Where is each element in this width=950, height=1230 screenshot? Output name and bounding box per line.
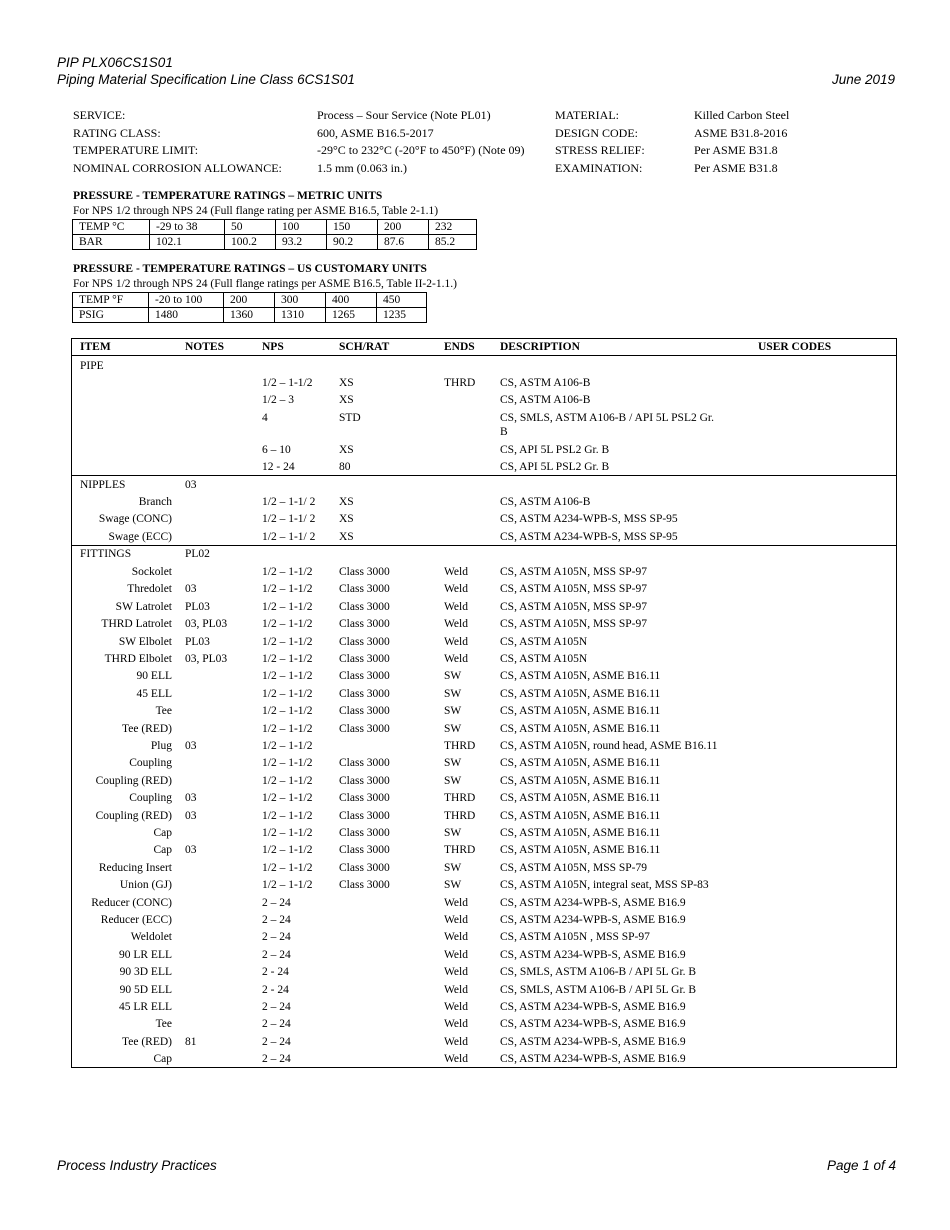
pipe-ends: THRD <box>444 377 476 389</box>
pipe-nps: 4 <box>262 412 268 424</box>
fitting-sch-rat: Class 3000 <box>339 861 390 874</box>
fitting-description: CS, ASTM A105N, MSS SP-79 <box>500 861 647 874</box>
table-cell: -29 to 38 <box>150 220 225 235</box>
fitting-nps: 1/2 – 1-1/2 <box>262 687 313 700</box>
fitting-item: 90 ELL <box>136 670 172 683</box>
fitting-item: Union (GJ) <box>119 879 172 892</box>
table-cell: 150 <box>327 220 378 235</box>
metric-ratings-title: PRESSURE - TEMPERATURE RATINGS – METRIC UNITS <box>73 190 383 202</box>
fitting-description: CS, ASTM A105N, integral seat, MSS SP-83 <box>500 879 709 892</box>
fitting-sch-rat: Class 3000 <box>339 757 390 770</box>
fitting-item: Cap <box>153 1053 172 1066</box>
fitting-notes: 03 <box>185 583 197 596</box>
info-label: NOMINAL CORROSION ALLOWANCE: <box>73 160 282 175</box>
section-label-fittings: FITTINGS <box>80 548 132 560</box>
document-date: June 2019 <box>831 72 895 87</box>
column-header-description: DESCRIPTION <box>500 341 580 353</box>
fitting-notes: 03, PL03 <box>185 653 228 665</box>
nipple-sch-rat: XS <box>339 530 354 543</box>
pipe-description: CS, API 5L PSL2 Gr. B <box>500 461 610 473</box>
fitting-item: Sockolet <box>131 566 172 578</box>
column-header-item: ITEM <box>80 341 111 353</box>
info-value: Killed Carbon Steel <box>694 108 790 122</box>
fitting-sch-rat: Class 3000 <box>339 687 390 700</box>
fitting-item: THRD Latrolet <box>101 618 172 631</box>
section-divider <box>72 475 896 476</box>
fitting-item: SW Latrolet <box>115 600 172 613</box>
fitting-nps: 1/2 – 1-1/2 <box>262 757 313 770</box>
fitting-ends: SW <box>444 705 462 718</box>
fitting-description: CS, ASTM A105N, ASME B16.11 <box>500 792 661 805</box>
table-cell: 87.6 <box>378 235 429 250</box>
fitting-notes: PL03 <box>185 600 210 613</box>
info-label: TEMPERATURE LIMIT: <box>73 143 199 157</box>
fitting-nps: 1/2 – 1-1/2 <box>262 774 313 787</box>
us-ratings-title: PRESSURE - TEMPERATURE RATINGS – US CUSTOMARY UNITS <box>73 263 427 275</box>
fitting-ends: Weld <box>444 635 468 648</box>
fitting-nps: 1/2 – 1-1/2 <box>262 809 313 822</box>
fitting-nps: 2 – 24 <box>262 896 291 909</box>
fitting-description: CS, ASTM A105N, ASME B16.11 <box>500 687 661 700</box>
fitting-description: CS, ASTM A234-WPB-S, ASME B16.9 <box>500 1018 686 1031</box>
table-row <box>73 220 477 235</box>
fitting-item: 45 LR ELL <box>118 1001 172 1013</box>
nipple-item: Swage (CONC) <box>98 513 172 526</box>
nipple-item: Swage (ECC) <box>108 530 172 543</box>
nipple-description: CS, ASTM A234-WPB-S, MSS SP-95 <box>500 513 678 526</box>
table-cell: -20 to 100 <box>149 293 224 308</box>
fitting-nps: 1/2 – 1-1/2 <box>262 583 313 596</box>
table-row <box>73 235 477 250</box>
fitting-item: Reducer (ECC) <box>100 914 172 926</box>
section-label-nipples: NIPPLES <box>80 479 126 491</box>
column-header-notes: NOTES <box>185 341 224 353</box>
info-value: Per ASME B31.8 <box>694 143 778 157</box>
fitting-ends: Weld <box>444 1001 468 1013</box>
pipe-nps: 12 - 24 <box>262 461 295 473</box>
pipe-nps: 1/2 – 3 <box>262 394 294 406</box>
fitting-nps: 2 – 24 <box>262 914 291 926</box>
table-cell: 300 <box>275 293 326 308</box>
fitting-description: CS, ASTM A105N, MSS SP-97 <box>500 600 647 613</box>
section-label-pipe: PIPE <box>80 360 104 372</box>
fitting-description: CS, SMLS, ASTM A106-B / API 5L Gr. B <box>500 983 697 996</box>
table-cell: 90.2 <box>327 235 378 250</box>
info-value: 1.5 mm (0.063 in.) <box>317 160 407 175</box>
info-left-labels <box>73 107 282 177</box>
fitting-description: CS, ASTM A105N, ASME B16.11 <box>500 809 661 822</box>
table-cell: 200 <box>378 220 429 235</box>
info-label: STRESS RELIEF: <box>555 143 645 157</box>
fitting-sch-rat: Class 3000 <box>339 635 390 648</box>
document-id: PIP PLX06CS1S01 <box>57 55 173 70</box>
column-header-nps: NPS <box>262 341 284 353</box>
fitting-nps: 1/2 – 1-1/2 <box>262 566 313 578</box>
fitting-ends: Weld <box>444 914 468 926</box>
fitting-ends: SW <box>444 722 462 735</box>
section-divider <box>72 545 896 546</box>
fitting-ends: Weld <box>444 931 468 944</box>
info-value: -29°C to 232°C (-20°F to 450°F) (Note 09) <box>317 143 525 157</box>
fitting-nps: 1/2 – 1-1/2 <box>262 653 313 665</box>
metric-ratings-table <box>72 219 477 250</box>
info-left-values <box>317 107 525 177</box>
fitting-nps: 1/2 – 1-1/2 <box>262 844 313 857</box>
document-title: Piping Material Specification Line Class 6CS1S01 <box>57 72 355 87</box>
fitting-ends: THRD <box>444 844 476 857</box>
us-ratings-subtitle: For NPS 1/2 through NPS 24 (Full flange ratings per ASME B16.5, Table II-2-1.1.) <box>73 278 457 290</box>
table-row <box>73 293 427 308</box>
fitting-description: CS, ASTM A105N, ASME B16.11 <box>500 827 661 839</box>
fitting-ends: SW <box>444 670 462 683</box>
fitting-description: CS, ASTM A105N, ASME B16.11 <box>500 844 661 857</box>
fitting-description: CS, ASTM A105N, MSS SP-97 <box>500 618 647 631</box>
fitting-item: 90 5D ELL <box>119 983 172 996</box>
fitting-ends: Weld <box>444 653 468 665</box>
info-value: 600, ASME B16.5-2017 <box>317 125 434 140</box>
fitting-ends: SW <box>444 774 462 787</box>
fitting-sch-rat: Class 3000 <box>339 774 390 787</box>
fitting-notes: 03 <box>185 792 197 805</box>
fitting-item: Tee (RED) <box>122 1035 172 1048</box>
fitting-description: CS, ASTM A105N, ASME B16.11 <box>500 722 661 735</box>
fitting-ends: Weld <box>444 1053 468 1066</box>
fitting-notes: 03 <box>185 740 197 752</box>
fitting-description: CS, ASTM A105N , MSS SP-97 <box>500 931 650 944</box>
fitting-sch-rat: Class 3000 <box>339 722 390 735</box>
pipe-description: CS, API 5L PSL2 Gr. B <box>500 444 610 456</box>
fitting-nps: 1/2 – 1-1/2 <box>262 618 313 631</box>
fitting-notes: 03 <box>185 844 197 857</box>
fitting-ends: SW <box>444 879 462 892</box>
fitting-nps: 1/2 – 1-1/2 <box>262 827 313 839</box>
fitting-item: Tee <box>155 1018 172 1031</box>
fitting-item: SW Elbolet <box>118 635 172 648</box>
fitting-nps: 1/2 – 1-1/2 <box>262 879 313 892</box>
info-value: Per ASME B31.8 <box>694 160 778 175</box>
pipe-description-continued: B <box>500 426 508 438</box>
fitting-item: Thredolet <box>127 583 172 596</box>
fitting-sch-rat: Class 3000 <box>339 844 390 857</box>
nipple-sch-rat: XS <box>339 496 354 508</box>
fitting-ends: SW <box>444 861 462 874</box>
fitting-description: CS, ASTM A105N, round head, ASME B16.11 <box>500 740 718 752</box>
info-label: SERVICE: <box>73 108 126 122</box>
nipple-sch-rat: XS <box>339 513 354 526</box>
pipe-sch-rat: XS <box>339 444 354 456</box>
fitting-sch-rat: Class 3000 <box>339 618 390 631</box>
table-cell: 200 <box>224 293 275 308</box>
fitting-sch-rat: Class 3000 <box>339 705 390 718</box>
fitting-notes: 03, PL03 <box>185 618 228 631</box>
fitting-description: CS, ASTM A105N, MSS SP-97 <box>500 566 647 578</box>
fitting-description: CS, ASTM A105N <box>500 653 588 665</box>
fitting-ends: Weld <box>444 966 468 979</box>
material-table <box>71 338 897 1068</box>
table-cell: 1360 <box>224 308 275 323</box>
fitting-item: 90 LR ELL <box>118 948 172 961</box>
pipe-sch-rat: 80 <box>339 461 351 473</box>
table-cell: 1480 <box>149 308 224 323</box>
fitting-description: CS, ASTM A234-WPB-S, ASME B16.9 <box>500 1053 686 1066</box>
fitting-ends: SW <box>444 687 462 700</box>
fitting-nps: 1/2 – 1-1/2 <box>262 600 313 613</box>
fitting-item: Tee <box>155 705 172 718</box>
fitting-item: THRD Elbolet <box>104 653 172 665</box>
fittings-notes: PL02 <box>185 548 210 560</box>
fitting-item: Coupling (RED) <box>95 809 172 822</box>
table-cell: 102.1 <box>150 235 225 250</box>
table-cell: 93.2 <box>276 235 327 250</box>
fitting-description: CS, ASTM A234-WPB-S, ASME B16.9 <box>500 1001 686 1013</box>
fitting-description: CS, ASTM A234-WPB-S, ASME B16.9 <box>500 948 686 961</box>
pipe-description: CS, ASTM A106-B <box>500 377 591 389</box>
nipple-description: CS, ASTM A106-B <box>500 496 591 508</box>
table-cell: 1310 <box>275 308 326 323</box>
footer-organization: Process Industry Practices <box>57 1158 217 1173</box>
fitting-description: CS, ASTM A105N, MSS SP-97 <box>500 583 647 596</box>
fitting-nps: 1/2 – 1-1/2 <box>262 635 313 648</box>
fitting-ends: THRD <box>444 809 476 822</box>
fitting-sch-rat: Class 3000 <box>339 879 390 892</box>
info-label: RATING CLASS: <box>73 125 161 140</box>
table-cell: TEMP °C <box>73 220 150 235</box>
fitting-item: Cap <box>153 844 172 857</box>
fitting-item: 90 3D ELL <box>119 966 172 979</box>
fitting-item: 45 ELL <box>136 687 172 700</box>
us-ratings-table <box>72 292 427 323</box>
page-number: Page 1 of 4 <box>826 1158 896 1173</box>
fitting-item: Reducing Insert <box>98 861 172 874</box>
fitting-nps: 1/2 – 1-1/2 <box>262 792 313 805</box>
fitting-description: CS, ASTM A105N, ASME B16.11 <box>500 670 661 683</box>
pipe-sch-rat: XS <box>339 394 354 406</box>
table-cell: 450 <box>377 293 427 308</box>
fitting-nps: 2 – 24 <box>262 1053 291 1066</box>
fitting-notes: 03 <box>185 809 197 822</box>
table-cell: 50 <box>225 220 276 235</box>
table-row <box>73 308 427 323</box>
fitting-item: Coupling <box>129 757 172 770</box>
fitting-item: Tee (RED) <box>122 722 172 735</box>
fitting-ends: Weld <box>444 896 468 909</box>
fitting-ends: Weld <box>444 583 468 596</box>
fitting-description: CS, ASTM A105N, ASME B16.11 <box>500 774 661 787</box>
fitting-ends: Weld <box>444 1018 468 1031</box>
fitting-item: Coupling (RED) <box>95 774 172 787</box>
fitting-ends: Weld <box>444 618 468 631</box>
fitting-nps: 1/2 – 1-1/2 <box>262 670 313 683</box>
nipple-nps: 1/2 – 1-1/ 2 <box>262 530 316 543</box>
fitting-ends: Weld <box>444 1035 468 1048</box>
nipple-nps: 1/2 – 1-1/ 2 <box>262 513 316 526</box>
info-label: DESIGN CODE: <box>555 125 638 140</box>
fitting-ends: Weld <box>444 600 468 613</box>
metric-ratings-subtitle: For NPS 1/2 through NPS 24 (Full flange rating per ASME B16.5, Table 2-1.1) <box>73 205 439 217</box>
fitting-description: CS, ASTM A105N, ASME B16.11 <box>500 757 661 770</box>
table-cell: 1235 <box>377 308 427 323</box>
nipple-nps: 1/2 – 1-1/ 2 <box>262 496 316 508</box>
fitting-item: Reducer (CONC) <box>91 896 172 909</box>
info-right-values <box>694 107 789 177</box>
table-cell: 100.2 <box>225 235 276 250</box>
pipe-sch-rat: XS <box>339 377 354 389</box>
fitting-description: CS, ASTM A234-WPB-S, ASME B16.9 <box>500 1035 686 1048</box>
nipple-item: Branch <box>138 496 172 508</box>
pipe-description: CS, ASTM A106-B <box>500 394 591 406</box>
fitting-sch-rat: Class 3000 <box>339 583 390 596</box>
header-divider <box>72 355 896 356</box>
table-cell: PSIG <box>73 308 149 323</box>
pipe-description: CS, SMLS, ASTM A106-B / API 5L PSL2 Gr. <box>500 412 714 424</box>
fitting-nps: 1/2 – 1-1/2 <box>262 861 313 874</box>
fitting-ends: SW <box>444 757 462 770</box>
fitting-sch-rat: Class 3000 <box>339 653 390 665</box>
fitting-ends: THRD <box>444 792 476 805</box>
fitting-item: Coupling <box>129 792 172 805</box>
fitting-ends: Weld <box>444 983 468 996</box>
table-cell: 1265 <box>326 308 377 323</box>
fitting-ends: THRD <box>444 740 476 752</box>
fitting-nps: 2 - 24 <box>262 966 289 979</box>
info-label: EXAMINATION: <box>555 160 643 175</box>
fitting-nps: 2 - 24 <box>262 983 289 996</box>
table-cell: TEMP °F <box>73 293 149 308</box>
fitting-nps: 1/2 – 1-1/2 <box>262 740 313 752</box>
fitting-description: CS, ASTM A234-WPB-S, ASME B16.9 <box>500 914 686 926</box>
column-header-sch-rat: SCH/RAT <box>339 341 390 353</box>
fitting-item: Plug <box>150 740 172 752</box>
fitting-description: CS, ASTM A234-WPB-S, ASME B16.9 <box>500 896 686 909</box>
fitting-nps: 1/2 – 1-1/2 <box>262 722 313 735</box>
table-cell: BAR <box>73 235 150 250</box>
fitting-description: CS, SMLS, ASTM A106-B / API 5L Gr. B <box>500 966 697 979</box>
info-value: Process – Sour Service (Note PL01) <box>317 108 491 122</box>
fitting-sch-rat: Class 3000 <box>339 792 390 805</box>
pipe-sch-rat: STD <box>339 412 361 424</box>
fitting-nps: 2 – 24 <box>262 931 291 944</box>
table-cell: 100 <box>276 220 327 235</box>
fitting-ends: Weld <box>444 948 468 961</box>
fitting-sch-rat: Class 3000 <box>339 566 390 578</box>
nipples-notes: 03 <box>185 479 197 491</box>
column-header-user-codes: USER CODES <box>758 341 832 353</box>
fitting-nps: 2 – 24 <box>262 1018 291 1031</box>
fitting-ends: Weld <box>444 566 468 578</box>
fitting-item: Weldolet <box>130 931 172 944</box>
fitting-ends: SW <box>444 827 462 839</box>
nipple-description: CS, ASTM A234-WPB-S, MSS SP-95 <box>500 530 678 543</box>
fitting-description: CS, ASTM A105N, ASME B16.11 <box>500 705 661 718</box>
fitting-sch-rat: Class 3000 <box>339 600 390 613</box>
table-cell: 400 <box>326 293 377 308</box>
fitting-notes: 81 <box>185 1035 197 1048</box>
fitting-sch-rat: Class 3000 <box>339 809 390 822</box>
fitting-sch-rat: Class 3000 <box>339 827 390 839</box>
info-label: MATERIAL: <box>555 108 619 122</box>
info-value: ASME B31.8-2016 <box>694 125 788 140</box>
fitting-nps: 2 – 24 <box>262 948 291 961</box>
column-header-ends: ENDS <box>444 341 475 353</box>
fitting-notes: PL03 <box>185 635 210 648</box>
info-right-labels <box>555 107 645 177</box>
fitting-nps: 1/2 – 1-1/2 <box>262 705 313 718</box>
fitting-item: Cap <box>153 827 172 839</box>
fitting-nps: 2 – 24 <box>262 1001 291 1013</box>
pipe-nps: 1/2 – 1-1/2 <box>262 377 313 389</box>
fitting-description: CS, ASTM A105N <box>500 635 588 648</box>
pipe-nps: 6 – 10 <box>262 444 291 456</box>
fitting-sch-rat: Class 3000 <box>339 670 390 683</box>
table-cell: 232 <box>429 220 477 235</box>
table-cell: 85.2 <box>429 235 477 250</box>
fitting-nps: 2 – 24 <box>262 1035 291 1048</box>
